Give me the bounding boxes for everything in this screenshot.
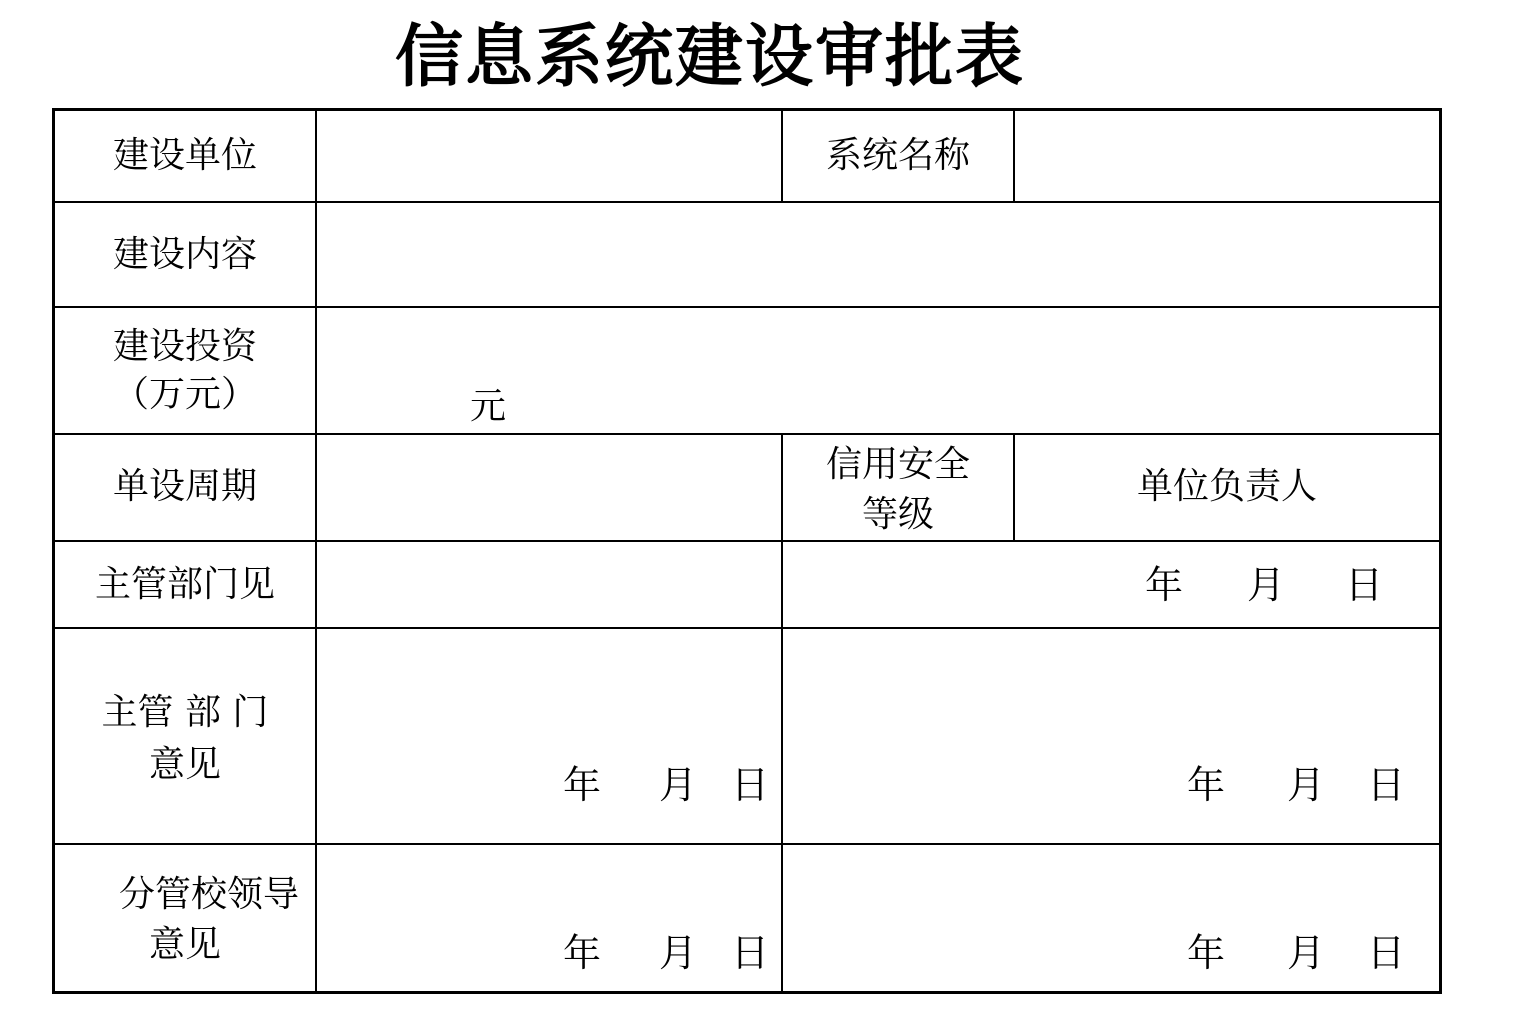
unit-label: 建设单位 [112,135,257,176]
leader-opinion-label-line1: 分管校领导 [118,874,299,915]
system-name-label: 系统名称 [825,135,970,176]
page-title: 信息系统建设审批表 [394,18,1025,97]
content-field[interactable] [317,203,1439,306]
date-day: 日 [1345,563,1384,607]
unit-head-label: 单位负责人 [1136,466,1317,507]
dept-opinion-short-field[interactable] [317,542,781,627]
date-year: 年 [1187,763,1226,807]
security-level-label-line2: 等级 [861,494,934,535]
investment-label-line1: 建设投资 [112,326,257,367]
security-level-label-line1: 信用安全 [825,444,970,485]
investment-label-line2: （万元） [112,374,257,415]
date-month: 月 [1287,763,1326,807]
date-year: 年 [563,931,602,975]
system-name-field[interactable] [1015,111,1439,201]
date-day: 日 [731,763,770,807]
dept-opinion-field[interactable] [317,629,781,843]
date-day: 日 [731,931,770,975]
date-day: 日 [1367,763,1406,807]
investment-field[interactable] [317,308,1439,433]
leader-opinion-sign-field[interactable] [783,845,1439,991]
unit-field[interactable] [317,111,781,201]
date-month: 月 [659,931,698,975]
dept-opinion-sign-field[interactable] [783,629,1439,843]
period-field[interactable] [317,435,781,540]
leader-opinion-field[interactable] [317,845,781,991]
period-label: 单设周期 [112,466,257,507]
date-day: 日 [1367,931,1406,975]
date-year: 年 [1145,563,1184,607]
currency-unit: 元 [469,386,506,427]
dept-opinion-label-line2: 意见 [148,744,221,785]
dept-opinion-short-label: 主管部门见 [94,564,275,605]
leader-opinion-label-line2: 意见 [148,924,221,965]
approval-form [52,108,1442,994]
date-month: 月 [1247,563,1286,607]
dept-opinion-label-line1: 主管 部 门 [101,692,269,733]
content-label: 建设内容 [112,234,257,275]
date-month: 月 [1287,931,1326,975]
date-month: 月 [659,763,698,807]
date-year: 年 [1187,931,1226,975]
date-year: 年 [563,763,602,807]
